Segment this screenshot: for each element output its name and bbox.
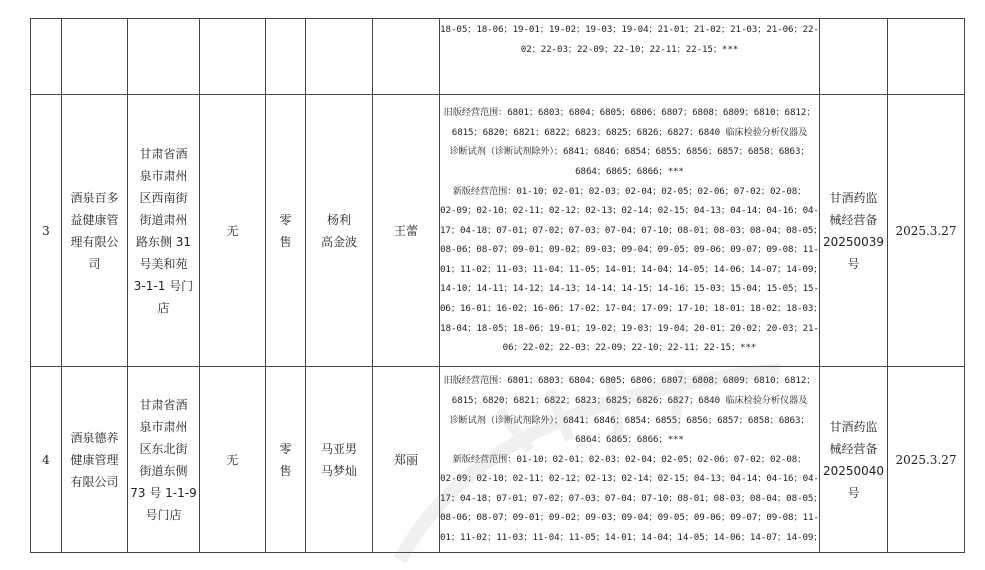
scope-line: 新版经营范围：01-10；02-01；02-03；02-04；02-05；02-06；07-02；02-08； [452, 453, 807, 465]
record-date-cell [888, 19, 965, 95]
license-record-table [30, 18, 965, 553]
scope-line: 诊断试剂（诊断试剂除外）；6841；6846；6854；6855；6856；6857；6858；6863； [449, 146, 810, 158]
scope-line: 08-06；08-07；09-01；09-02；09-03；09-04；09-05；09-06；09-07；09-08；11- [440, 244, 819, 256]
person-in-charge-cell [306, 19, 373, 95]
scope-line: 6815；6820；6821；6822；6823；6825；6826；6827；6840 临床检验分析仪器及 [451, 126, 808, 138]
scope-line: 01；11-02；11-03；11-04；11-05；14-01；14-04；14-05；14-06；14-07；14-09； [440, 263, 823, 275]
scope-line: 14-10；14-11；14-12；14-13；14-14；14-15；14-16；15-03；15-04；15-05；15- [440, 283, 819, 295]
business-scope-cell [440, 95, 823, 367]
scope-line: 02-09；02-10；02-11；02-12；02-13；02-14；02-15；04-13；04-14；04-16；04- [440, 473, 819, 485]
scope-line: 18-04；18-05；18-06；19-01；19-02；19-03；19-04；20-01；20-02；20-03；21- [440, 322, 819, 334]
scope-line: 18-05；18-06；19-01；19-02；19-03；19-04；21-01；21-02；21-03；21-06；22- [440, 24, 819, 35]
quality-manager-cell: 王蕾 [373, 95, 440, 367]
record-number-cell: 甘酒药监 械经营备 20250040 号 [820, 367, 888, 553]
business-mode-cell: 零 售 [266, 95, 306, 367]
legal-rep-cell: 无 [200, 367, 266, 553]
scope-line: 17；04-18；07-01；07-02；07-03；07-04；07-10；08-01；08-03；08-04；08-05； [440, 492, 823, 504]
scope-line: 6864；6865；6866；*** [575, 165, 684, 177]
person-in-charge-cell: 马亚男 马梦灿 [306, 367, 373, 553]
business-mode-cell: 零 售 [266, 367, 306, 553]
row-number-cell: 4 [31, 367, 62, 553]
record-number-cell: 甘酒药监 械经营备 20250039 号 [820, 95, 888, 367]
address-cell: 甘肃省酒 泉市肃州 区东北街 街道东侧 73 号 1-1-9 号门店 [128, 367, 200, 553]
business-scope-cell [440, 367, 823, 553]
record-date-cell: 2025.3.27 [888, 367, 965, 553]
scope-line: 诊断试剂（诊断试剂除外）；6841；6846；6854；6855；6856；6857；6858；6863； [449, 414, 810, 426]
row-number-cell: 3 [31, 95, 62, 367]
company-cell: 酒泉百多 益健康管 理有限公 司 [62, 95, 128, 367]
table-row [31, 95, 965, 367]
person-in-charge-cell: 杨利 高金波 [306, 95, 373, 367]
row-number-cell [31, 19, 62, 95]
table-row [31, 19, 965, 95]
legal-rep-cell: 无 [200, 95, 266, 367]
legal-rep-cell [200, 19, 266, 95]
scope-line: 02-09；02-10；02-11；02-12；02-13；02-14；02-15；04-13；04-14；04-16；04- [440, 205, 819, 217]
scope-line: 06；22-02；22-03；22-09；22-10；22-11；22-15；*** [502, 342, 757, 354]
address-cell [128, 19, 200, 95]
scope-line: 17；04-18；07-01；07-02；07-03；07-04；07-10；08-01；08-03；08-04；08-05； [440, 224, 823, 236]
scope-line: 01；11-02；11-03；11-04；11-05；14-01；14-04；14-05；14-06；14-07；14-09； [440, 532, 823, 544]
company-cell: 酒泉德养 健康管理 有限公司 [62, 367, 128, 553]
business-mode-cell [266, 19, 306, 95]
record-date-cell: 2025.3.27 [888, 95, 965, 367]
scope-line: 6815；6820；6821；6822；6823；6825；6826；6827；6840 临床检验分析仪器及 [451, 394, 808, 406]
scope-line: 旧版经营范围：6801；6803；6804；6805；6806；6807；6808；6809；6810；6812； [443, 107, 816, 119]
scope-line: 06；16-01；16-02；16-06；17-02；17-04；17-09；17-10；18-01；18-02；18-03； [440, 303, 823, 315]
scope-line: 旧版经营范围：6801；6803；6804；6805；6806；6807；6808；6809；6810；6812； [443, 375, 816, 387]
address-cell: 甘肃省酒 泉市肃州 区西南街 街道肃州 路东侧 31 号美和苑 3-1-1 号门 店 [128, 95, 200, 367]
quality-manager-cell: 郑丽 [373, 367, 440, 553]
table-row [31, 367, 965, 553]
scope-line: 02；22-03；22-09；22-10；22-11；22-15；*** [520, 43, 739, 55]
scope-line: 6864；6865；6866；*** [575, 434, 684, 446]
scope-line: 08-06；08-07；09-01；09-02；09-03；09-04；09-05；09-06；09-07；09-08；11- [440, 512, 819, 524]
business-scope-cell [440, 19, 820, 95]
record-number-cell [820, 19, 888, 95]
company-cell [62, 19, 128, 95]
scope-line: 新版经营范围：01-10；02-01；02-03；02-04；02-05；02-06；07-02；02-08； [452, 185, 807, 197]
quality-manager-cell [373, 19, 440, 95]
